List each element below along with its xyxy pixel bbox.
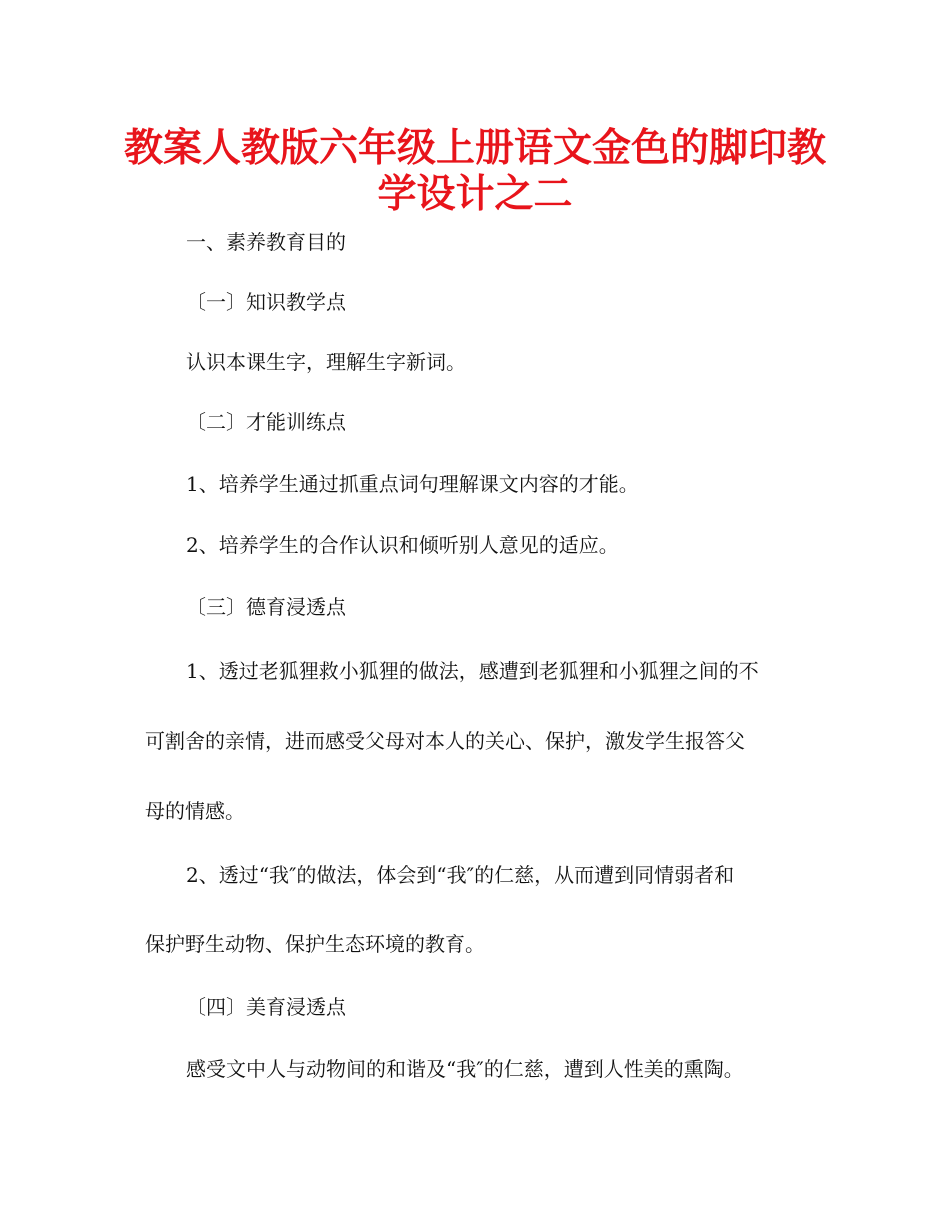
document-title-line-1: 教案人教版六年级上册语文金色的脚印教 [123, 126, 826, 171]
subheading-knowledge: 〔一〕知识教学点 [186, 290, 346, 314]
paragraph-moral-1-line-1: 1、透过老狐狸救小狐狸的做法，感遭到老狐狸和小狐狸之间的不 [186, 659, 759, 683]
paragraph-moral-2-line-2: 保护野生动物、保护生态环境的教育。 [145, 932, 485, 956]
paragraph-moral-1-line-3: 母的情感。 [145, 799, 245, 823]
paragraph-knowledge: 认识本课生字，理解生字新词。 [186, 350, 466, 374]
paragraph-moral-1-line-2: 可割舍的亲情，进而感受父母对本人的关心、保护，激发学生报答父 [145, 729, 745, 753]
paragraph-ability-1: 1、培养学生通过抓重点词句理解课文内容的才能。 [186, 472, 639, 496]
paragraph-aesthetic: 感受文中人与动物间的和谐及“我″的仁慈，遭到人性美的熏陶。 [186, 1057, 744, 1081]
document-title-line-2: 学设计之二 [377, 172, 573, 217]
paragraph-ability-2: 2、培养学生的合作认识和倾听别人意见的适应。 [186, 533, 619, 557]
paragraph-moral-2-line-1: 2、透过“我″的做法，体会到“我″的仁慈，从而遭到同情弱者和 [186, 863, 735, 887]
subheading-moral: 〔三〕德育浸透点 [186, 595, 346, 619]
section-heading-objectives: 一、素养教育目的 [186, 230, 346, 254]
subheading-aesthetic: 〔四〕美育浸透点 [186, 995, 346, 1019]
subheading-ability: 〔二〕才能训练点 [186, 410, 346, 434]
